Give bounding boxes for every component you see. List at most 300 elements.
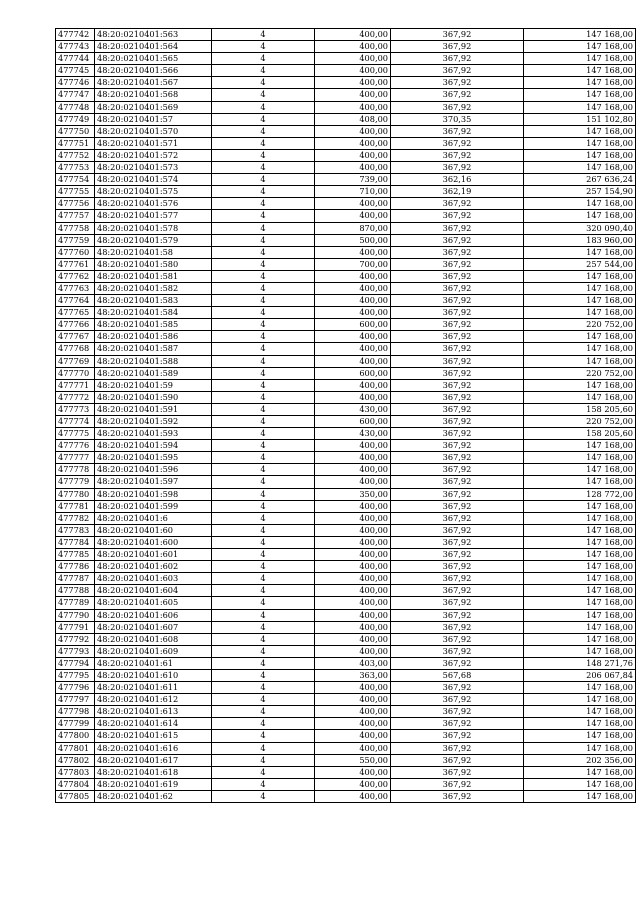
cadastral-value-cell: 147 168,00 [524,89,636,101]
table-row [56,500,636,512]
category-cell: 4 [212,174,315,186]
row-id-cell: 477749 [56,113,95,125]
category-cell: 4 [212,65,315,77]
table-row [56,162,636,174]
cadastral-number-cell: 48:20:0210401:594 [95,440,212,452]
row-id-cell: 477774 [56,416,95,428]
rate-cell: 367,92 [391,754,524,766]
table-row [56,621,636,633]
rate-cell: 367,92 [391,488,524,500]
table-row [56,657,636,669]
row-id-cell: 477804 [56,778,95,790]
category-cell: 4 [212,597,315,609]
category-cell: 4 [212,464,315,476]
cadastral-number-cell: 48:20:0210401:576 [95,198,212,210]
cadastral-value-cell: 147 168,00 [524,512,636,524]
area-cell: 400,00 [315,585,391,597]
table-row [56,718,636,730]
row-id-cell: 477753 [56,162,95,174]
rate-cell: 367,92 [391,29,524,41]
table-row [56,706,636,718]
area-cell: 400,00 [315,65,391,77]
area-cell: 400,00 [315,524,391,536]
table-body [56,29,636,803]
cadastral-value-cell: 151 102,80 [524,113,636,125]
category-cell: 4 [212,186,315,198]
rate-cell: 367,92 [391,234,524,246]
table-row [56,694,636,706]
cadastral-value-cell: 158 205,60 [524,428,636,440]
table-row [56,258,636,270]
row-id-cell: 477770 [56,367,95,379]
cadastral-number-cell: 48:20:0210401:589 [95,367,212,379]
table-row [56,790,636,802]
table-row [56,355,636,367]
area-cell: 430,00 [315,403,391,415]
rate-cell: 367,92 [391,41,524,53]
rate-cell: 367,92 [391,210,524,222]
area-cell: 400,00 [315,307,391,319]
table-row [56,270,636,282]
table-row [56,669,636,681]
rate-cell: 367,92 [391,452,524,464]
table-row [56,403,636,415]
rate-cell: 367,92 [391,742,524,754]
table-row [56,573,636,585]
area-cell: 400,00 [315,778,391,790]
area-cell: 400,00 [315,452,391,464]
row-id-cell: 477769 [56,355,95,367]
category-cell: 4 [212,391,315,403]
category-cell: 4 [212,149,315,161]
cadastral-number-cell: 48:20:0210401:613 [95,706,212,718]
table-row [56,149,636,161]
cadastral-number-cell: 48:20:0210401:611 [95,682,212,694]
category-cell: 4 [212,270,315,282]
category-cell: 4 [212,101,315,113]
area-cell: 739,00 [315,174,391,186]
cadastral-number-cell: 48:20:0210401:62 [95,790,212,802]
area-cell: 400,00 [315,246,391,258]
table-row [56,41,636,53]
table-row [56,524,636,536]
row-id-cell: 477798 [56,706,95,718]
cadastral-value-cell: 147 168,00 [524,440,636,452]
cadastral-value-cell: 147 168,00 [524,343,636,355]
row-id-cell: 477758 [56,222,95,234]
rate-cell: 367,92 [391,258,524,270]
rate-cell: 367,92 [391,198,524,210]
row-id-cell: 477751 [56,137,95,149]
rate-cell: 367,92 [391,718,524,730]
category-cell: 4 [212,282,315,294]
rate-cell: 367,92 [391,53,524,65]
row-id-cell: 477788 [56,585,95,597]
cadastral-value-cell: 158 205,60 [524,403,636,415]
cadastral-value-cell: 147 168,00 [524,645,636,657]
rate-cell: 367,92 [391,621,524,633]
category-cell: 4 [212,210,315,222]
table-row [56,77,636,89]
area-cell: 400,00 [315,706,391,718]
rate-cell: 367,92 [391,706,524,718]
cadastral-number-cell: 48:20:0210401:599 [95,500,212,512]
cadastral-number-cell: 48:20:0210401:615 [95,730,212,742]
cadastral-value-cell: 147 168,00 [524,162,636,174]
rate-cell: 367,92 [391,609,524,621]
table-row [56,282,636,294]
row-id-cell: 477760 [56,246,95,258]
cadastral-value-cell: 148 271,76 [524,657,636,669]
rate-cell: 367,92 [391,355,524,367]
area-cell: 600,00 [315,367,391,379]
rate-cell: 367,92 [391,597,524,609]
row-id-cell: 477748 [56,101,95,113]
row-id-cell: 477786 [56,561,95,573]
category-cell: 4 [212,476,315,488]
row-id-cell: 477773 [56,403,95,415]
category-cell: 4 [212,113,315,125]
table-row [56,319,636,331]
cadastral-value-cell: 147 168,00 [524,573,636,585]
cadastral-number-cell: 48:20:0210401:602 [95,561,212,573]
cadastral-value-cell: 320 090,40 [524,222,636,234]
cadastral-number-cell: 48:20:0210401:572 [95,149,212,161]
area-cell: 400,00 [315,162,391,174]
table-row [56,512,636,524]
cadastral-value-cell: 147 168,00 [524,295,636,307]
category-cell: 4 [212,162,315,174]
cadastral-value-cell: 128 772,00 [524,488,636,500]
category-cell: 4 [212,428,315,440]
cadastral-value-cell: 147 168,00 [524,137,636,149]
cadastral-number-cell: 48:20:0210401:582 [95,282,212,294]
area-cell: 400,00 [315,53,391,65]
area-cell: 600,00 [315,319,391,331]
row-id-cell: 477745 [56,65,95,77]
area-cell: 400,00 [315,549,391,561]
cadastral-value-cell: 147 168,00 [524,633,636,645]
category-cell: 4 [212,343,315,355]
area-cell: 400,00 [315,573,391,585]
cadastral-number-cell: 48:20:0210401:575 [95,186,212,198]
cadastral-number-cell: 48:20:0210401:579 [95,234,212,246]
row-id-cell: 477795 [56,669,95,681]
category-cell: 4 [212,125,315,137]
row-id-cell: 477746 [56,77,95,89]
cadastral-value-cell: 147 168,00 [524,597,636,609]
area-cell: 710,00 [315,186,391,198]
rate-cell: 367,92 [391,101,524,113]
category-cell: 4 [212,645,315,657]
category-cell: 4 [212,524,315,536]
cadastral-value-cell: 147 168,00 [524,65,636,77]
rate-cell: 367,92 [391,585,524,597]
area-cell: 400,00 [315,198,391,210]
cadastral-number-cell: 48:20:0210401:577 [95,210,212,222]
cadastral-number-cell: 48:20:0210401:587 [95,343,212,355]
cadastral-value-cell: 147 168,00 [524,464,636,476]
category-cell: 4 [212,77,315,89]
rate-cell: 362,19 [391,186,524,198]
rate-cell: 367,92 [391,125,524,137]
category-cell: 4 [212,319,315,331]
row-id-cell: 477763 [56,282,95,294]
category-cell: 4 [212,682,315,694]
cadastral-number-cell: 48:20:0210401:568 [95,89,212,101]
cadastral-number-cell: 48:20:0210401:573 [95,162,212,174]
rate-cell: 367,92 [391,573,524,585]
area-cell: 400,00 [315,89,391,101]
cadastral-value-cell: 147 168,00 [524,742,636,754]
rate-cell: 367,92 [391,137,524,149]
area-cell: 400,00 [315,645,391,657]
row-id-cell: 477791 [56,621,95,633]
cadastral-number-cell: 48:20:0210401:583 [95,295,212,307]
cadastral-number-cell: 48:20:0210401:608 [95,633,212,645]
table-row [56,89,636,101]
row-id-cell: 477762 [56,270,95,282]
row-id-cell: 477764 [56,295,95,307]
category-cell: 4 [212,609,315,621]
category-cell: 4 [212,41,315,53]
rate-cell: 367,92 [391,778,524,790]
cadastral-number-cell: 48:20:0210401:590 [95,391,212,403]
area-cell: 400,00 [315,718,391,730]
area-cell: 400,00 [315,101,391,113]
category-cell: 4 [212,573,315,585]
category-cell: 4 [212,669,315,681]
rate-cell: 367,92 [391,790,524,802]
area-cell: 870,00 [315,222,391,234]
cadastral-number-cell: 48:20:0210401:581 [95,270,212,282]
cadastral-number-cell: 48:20:0210401:595 [95,452,212,464]
rate-cell: 367,92 [391,379,524,391]
cadastral-value-cell: 147 168,00 [524,718,636,730]
row-id-cell: 477755 [56,186,95,198]
row-id-cell: 477765 [56,307,95,319]
cadastral-value-cell: 147 168,00 [524,101,636,113]
cadastral-number-cell: 48:20:0210401:57 [95,113,212,125]
rate-cell: 362,16 [391,174,524,186]
cadastral-number-cell: 48:20:0210401:592 [95,416,212,428]
rate-cell: 367,92 [391,367,524,379]
row-id-cell: 477778 [56,464,95,476]
category-cell: 4 [212,29,315,41]
category-cell: 4 [212,452,315,464]
cadastral-value-table [55,28,636,803]
category-cell: 4 [212,549,315,561]
cadastral-value-cell: 257 154,90 [524,186,636,198]
table-row [56,174,636,186]
rate-cell: 367,92 [391,512,524,524]
table-row [56,609,636,621]
table-row [56,476,636,488]
cadastral-number-cell: 48:20:0210401:578 [95,222,212,234]
area-cell: 400,00 [315,633,391,645]
row-id-cell: 477784 [56,536,95,548]
category-cell: 4 [212,706,315,718]
area-cell: 400,00 [315,29,391,41]
table-row [56,307,636,319]
category-cell: 4 [212,512,315,524]
row-id-cell: 477805 [56,790,95,802]
cadastral-number-cell: 48:20:0210401:616 [95,742,212,754]
cadastral-number-cell: 48:20:0210401:606 [95,609,212,621]
area-cell: 400,00 [315,41,391,53]
area-cell: 400,00 [315,391,391,403]
table-row [56,682,636,694]
table-row [56,633,636,645]
table-row [56,125,636,137]
cadastral-value-cell: 147 168,00 [524,125,636,137]
rate-cell: 367,92 [391,162,524,174]
cadastral-value-cell: 147 168,00 [524,766,636,778]
cadastral-number-cell: 48:20:0210401:610 [95,669,212,681]
row-id-cell: 477754 [56,174,95,186]
cadastral-number-cell: 48:20:0210401:567 [95,77,212,89]
rate-cell: 367,92 [391,500,524,512]
area-cell: 400,00 [315,682,391,694]
area-cell: 400,00 [315,621,391,633]
table-row [56,295,636,307]
cadastral-value-cell: 147 168,00 [524,270,636,282]
cadastral-number-cell: 48:20:0210401:618 [95,766,212,778]
cadastral-value-cell: 147 168,00 [524,621,636,633]
table-row [56,428,636,440]
cadastral-value-cell: 147 168,00 [524,706,636,718]
cadastral-value-cell: 220 752,00 [524,367,636,379]
table-row [56,343,636,355]
rate-cell: 367,92 [391,440,524,452]
table-row [56,379,636,391]
cadastral-value-cell: 220 752,00 [524,319,636,331]
category-cell: 4 [212,730,315,742]
cadastral-number-cell: 48:20:0210401:601 [95,549,212,561]
rate-cell: 367,92 [391,319,524,331]
category-cell: 4 [212,488,315,500]
table-row [56,391,636,403]
rate-cell: 367,92 [391,222,524,234]
table-row [56,754,636,766]
area-cell: 400,00 [315,476,391,488]
table-row [56,536,636,548]
category-cell: 4 [212,536,315,548]
cadastral-value-cell: 147 168,00 [524,391,636,403]
cadastral-number-cell: 48:20:0210401:58 [95,246,212,258]
area-cell: 400,00 [315,512,391,524]
rate-cell: 367,92 [391,428,524,440]
area-cell: 550,00 [315,754,391,766]
row-id-cell: 477782 [56,512,95,524]
cadastral-value-cell: 147 168,00 [524,536,636,548]
row-id-cell: 477783 [56,524,95,536]
cadastral-value-cell: 147 168,00 [524,29,636,41]
area-cell: 400,00 [315,210,391,222]
rate-cell: 367,92 [391,295,524,307]
area-cell: 400,00 [315,464,391,476]
category-cell: 4 [212,331,315,343]
cadastral-number-cell: 48:20:0210401:580 [95,258,212,270]
cadastral-value-cell: 147 168,00 [524,53,636,65]
area-cell: 400,00 [315,742,391,754]
cadastral-number-cell: 48:20:0210401:591 [95,403,212,415]
cadastral-value-cell: 147 168,00 [524,500,636,512]
cadastral-number-cell: 48:20:0210401:617 [95,754,212,766]
document-page [55,28,633,803]
cadastral-value-cell: 147 168,00 [524,561,636,573]
cadastral-value-cell: 147 168,00 [524,778,636,790]
cadastral-value-cell: 147 168,00 [524,524,636,536]
row-id-cell: 477792 [56,633,95,645]
category-cell: 4 [212,766,315,778]
table-row [56,186,636,198]
table-row [56,742,636,754]
category-cell: 4 [212,500,315,512]
area-cell: 400,00 [315,125,391,137]
row-id-cell: 477767 [56,331,95,343]
category-cell: 4 [212,307,315,319]
cadastral-value-cell: 147 168,00 [524,730,636,742]
row-id-cell: 477796 [56,682,95,694]
category-cell: 4 [212,718,315,730]
cadastral-value-cell: 147 168,00 [524,585,636,597]
cadastral-number-cell: 48:20:0210401:600 [95,536,212,548]
row-id-cell: 477780 [56,488,95,500]
rate-cell: 567,68 [391,669,524,681]
area-cell: 408,00 [315,113,391,125]
area-cell: 400,00 [315,500,391,512]
rate-cell: 367,92 [391,331,524,343]
table-row [56,549,636,561]
category-cell: 4 [212,89,315,101]
cadastral-value-cell: 147 168,00 [524,476,636,488]
cadastral-number-cell: 48:20:0210401:6 [95,512,212,524]
rate-cell: 367,92 [391,476,524,488]
cadastral-number-cell: 48:20:0210401:588 [95,355,212,367]
cadastral-value-cell: 147 168,00 [524,246,636,258]
cadastral-value-cell: 147 168,00 [524,355,636,367]
rate-cell: 367,92 [391,282,524,294]
row-id-cell: 477761 [56,258,95,270]
rate-cell: 367,92 [391,633,524,645]
category-cell: 4 [212,633,315,645]
area-cell: 400,00 [315,379,391,391]
area-cell: 430,00 [315,428,391,440]
row-id-cell: 477777 [56,452,95,464]
area-cell: 400,00 [315,609,391,621]
table-row [56,210,636,222]
cadastral-value-cell: 147 168,00 [524,198,636,210]
table-row [56,29,636,41]
row-id-cell: 477757 [56,210,95,222]
table-row [56,561,636,573]
table-row [56,585,636,597]
cadastral-number-cell: 48:20:0210401:593 [95,428,212,440]
cadastral-number-cell: 48:20:0210401:605 [95,597,212,609]
cadastral-value-cell: 206 067,84 [524,669,636,681]
cadastral-number-cell: 48:20:0210401:59 [95,379,212,391]
table-row [56,53,636,65]
row-id-cell: 477771 [56,379,95,391]
rate-cell: 367,92 [391,766,524,778]
area-cell: 363,00 [315,669,391,681]
area-cell: 400,00 [315,149,391,161]
cadastral-number-cell: 48:20:0210401:570 [95,125,212,137]
category-cell: 4 [212,621,315,633]
row-id-cell: 477785 [56,549,95,561]
area-cell: 350,00 [315,488,391,500]
